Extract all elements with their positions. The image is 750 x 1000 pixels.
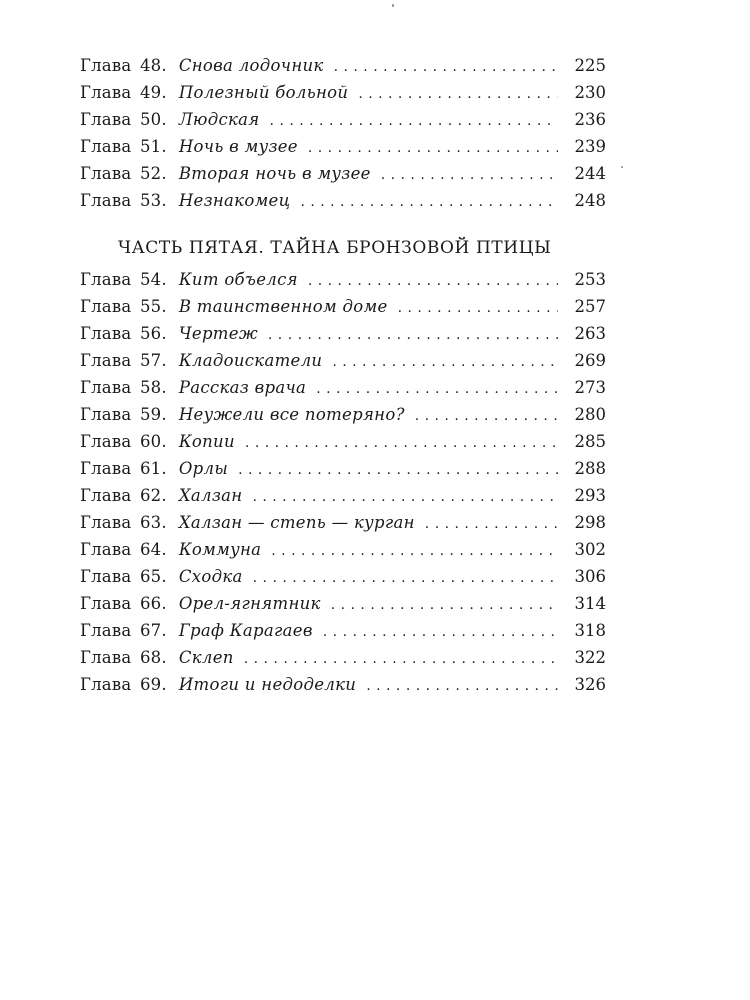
dot-leader [331,592,558,619]
dot-leader [415,403,558,430]
page-number: 269 [574,351,606,370]
chapter-label [80,320,167,347]
dot-leader [425,511,558,538]
toc-entry[interactable] [80,617,606,644]
dot-leader [358,81,558,108]
page-number: 306 [574,567,606,586]
chapter-number: 48. [139,56,167,75]
dot-leader [271,538,558,565]
dot-leader [381,162,558,189]
chapter-number: 64. [139,540,167,559]
page-number: 253 [574,270,606,289]
chapter-title: Людская [178,110,260,129]
chapter-number: 57. [139,351,167,370]
chapter-label [80,52,167,79]
page-number: 257 [574,297,606,316]
dot-leader [252,484,558,511]
page-number: 285 [574,432,606,451]
toc-entry[interactable] [80,52,606,79]
chapter-number: 60. [139,432,167,451]
chapter-number: 50. [139,110,167,129]
page-number: 239 [574,137,606,156]
chapter-title: Вторая ночь в музее [178,164,371,183]
chapter-title: Кит объелся [178,270,298,289]
chapter-title: Орлы [178,459,229,478]
toc-list-part-four-end [80,52,606,214]
dot-leader [238,457,558,484]
chapter-word: Глава [80,83,132,102]
chapter-number: 63. [139,513,167,532]
page-number: 293 [574,486,606,505]
chapter-word: Глава [80,270,132,289]
scan-speck [621,166,623,168]
chapter-label [80,455,167,482]
toc-entry[interactable] [80,509,606,536]
toc-entry[interactable] [80,401,606,428]
toc-entry[interactable] [80,482,606,509]
chapter-label [80,79,167,106]
chapter-label [80,160,167,187]
page-number: 263 [574,324,606,343]
page-number: 248 [574,191,606,210]
chapter-number: 69. [139,675,167,694]
chapter-label [80,347,167,374]
dot-leader [300,189,558,216]
chapter-title: Неужели все потеряно? [178,405,405,424]
page-number: 326 [574,675,606,694]
chapter-title: Граф Карагаев [178,621,313,640]
page-number: 318 [574,621,606,640]
chapter-word: Глава [80,594,132,613]
chapter-title: Склеп [178,648,234,667]
chapter-title: Чертеж [178,324,258,343]
chapter-word: Глава [80,324,132,343]
chapter-label [80,617,167,644]
chapter-label [80,133,167,160]
toc-entry[interactable] [80,455,606,482]
chapter-number: 52. [139,164,167,183]
chapter-word: Глава [80,405,132,424]
chapter-number: 56. [139,324,167,343]
chapter-label [80,536,167,563]
dot-leader [323,619,558,646]
chapter-number: 49. [139,83,167,102]
chapter-number: 59. [139,405,167,424]
chapter-word: Глава [80,567,132,586]
page-number: 322 [574,648,606,667]
chapter-word: Глава [80,459,132,478]
chapter-word: Глава [80,191,132,210]
toc-entry[interactable] [80,644,606,671]
chapter-label [80,482,167,509]
chapter-label [80,266,167,293]
chapter-word: Глава [80,621,132,640]
chapter-title: Незнакомец [178,191,291,210]
chapter-label [80,428,167,455]
page-number: 302 [574,540,606,559]
dot-leader [244,646,558,673]
chapter-word: Глава [80,351,132,370]
chapter-title: Орел-ягнятник [178,594,321,613]
chapter-title: Коммуна [178,540,262,559]
chapter-title: Копии [178,432,235,451]
chapter-label [80,590,167,617]
chapter-title: Халзан [178,486,243,505]
chapter-number: 51. [139,137,167,156]
page-number: 273 [574,378,606,397]
chapter-label [80,293,167,320]
chapter-label [80,644,167,671]
chapter-title: Сходка [178,567,243,586]
dot-leader [332,349,558,376]
page-number: 314 [574,594,606,613]
chapter-word: Глава [80,110,132,129]
chapter-label [80,401,167,428]
chapter-title: Полезный больной [178,83,349,102]
page-number: 244 [574,164,606,183]
dot-leader [308,268,558,295]
chapter-word: Глава [80,297,132,316]
chapter-number: 65. [139,567,167,586]
chapter-number: 58. [139,378,167,397]
chapter-label [80,509,167,536]
chapter-number: 55. [139,297,167,316]
dot-leader [253,565,558,592]
dot-leader [308,135,558,162]
dot-leader [316,376,558,403]
dot-leader [270,108,558,135]
chapter-number: 62. [139,486,167,505]
chapter-label [80,187,167,214]
dot-leader [334,54,558,81]
toc-entry[interactable] [80,133,606,160]
chapter-word: Глава [80,137,132,156]
part-heading: ЧАСТЬ ПЯТАЯ. ТАЙНА БРОНЗОВОЙ ПТИЦЫ [118,238,552,258]
chapter-title: Ночь в музее [178,137,298,156]
chapter-word: Глава [80,164,132,183]
chapter-number: 66. [139,594,167,613]
chapter-word: Глава [80,378,132,397]
toc-list-part-five [80,266,606,698]
page-number: 230 [574,83,606,102]
page-number: 288 [574,459,606,478]
toc-entry[interactable] [80,320,606,347]
chapter-title: В таинственном доме [178,297,388,316]
chapter-word: Глава [80,432,132,451]
chapter-number: 67. [139,621,167,640]
chapter-label [80,374,167,401]
toc-entry[interactable] [80,671,606,698]
chapter-label [80,106,167,133]
chapter-title: Рассказ врача [178,378,307,397]
chapter-word: Глава [80,513,132,532]
scan-speck [392,4,394,7]
page-number: 298 [574,513,606,532]
page-number: 280 [574,405,606,424]
page-number: 225 [574,56,606,75]
chapter-label [80,671,167,698]
chapter-word: Глава [80,56,132,75]
chapter-word: Глава [80,540,132,559]
page-number: 236 [574,110,606,129]
toc-entry[interactable] [80,347,606,374]
toc-entry[interactable] [80,160,606,187]
toc-entry[interactable] [80,187,606,214]
chapter-number: 54. [139,270,167,289]
toc-entry[interactable] [80,536,606,563]
dot-leader [245,430,558,457]
chapter-title: Халзан — степь — курган [178,513,415,532]
chapter-word: Глава [80,648,132,667]
chapter-label [80,563,167,590]
toc-entry[interactable] [80,374,606,401]
toc-entry[interactable] [80,266,606,293]
chapter-word: Глава [80,486,132,505]
toc-entry[interactable] [80,563,606,590]
chapter-word: Глава [80,675,132,694]
toc-entry[interactable] [80,428,606,455]
dot-leader [398,295,558,322]
chapter-title: Итоги и недоделки [178,675,357,694]
toc-entry[interactable] [80,293,606,320]
toc-entry[interactable] [80,79,606,106]
toc-entry[interactable] [80,590,606,617]
chapter-number: 68. [139,648,167,667]
toc-entry[interactable] [80,106,606,133]
chapter-number: 61. [139,459,167,478]
table-of-contents [80,52,606,698]
chapter-title: Кладоискатели [178,351,323,370]
chapter-number: 53. [139,191,167,210]
chapter-title: Снова лодочник [178,56,324,75]
dot-leader [366,673,558,700]
dot-leader [268,322,558,349]
